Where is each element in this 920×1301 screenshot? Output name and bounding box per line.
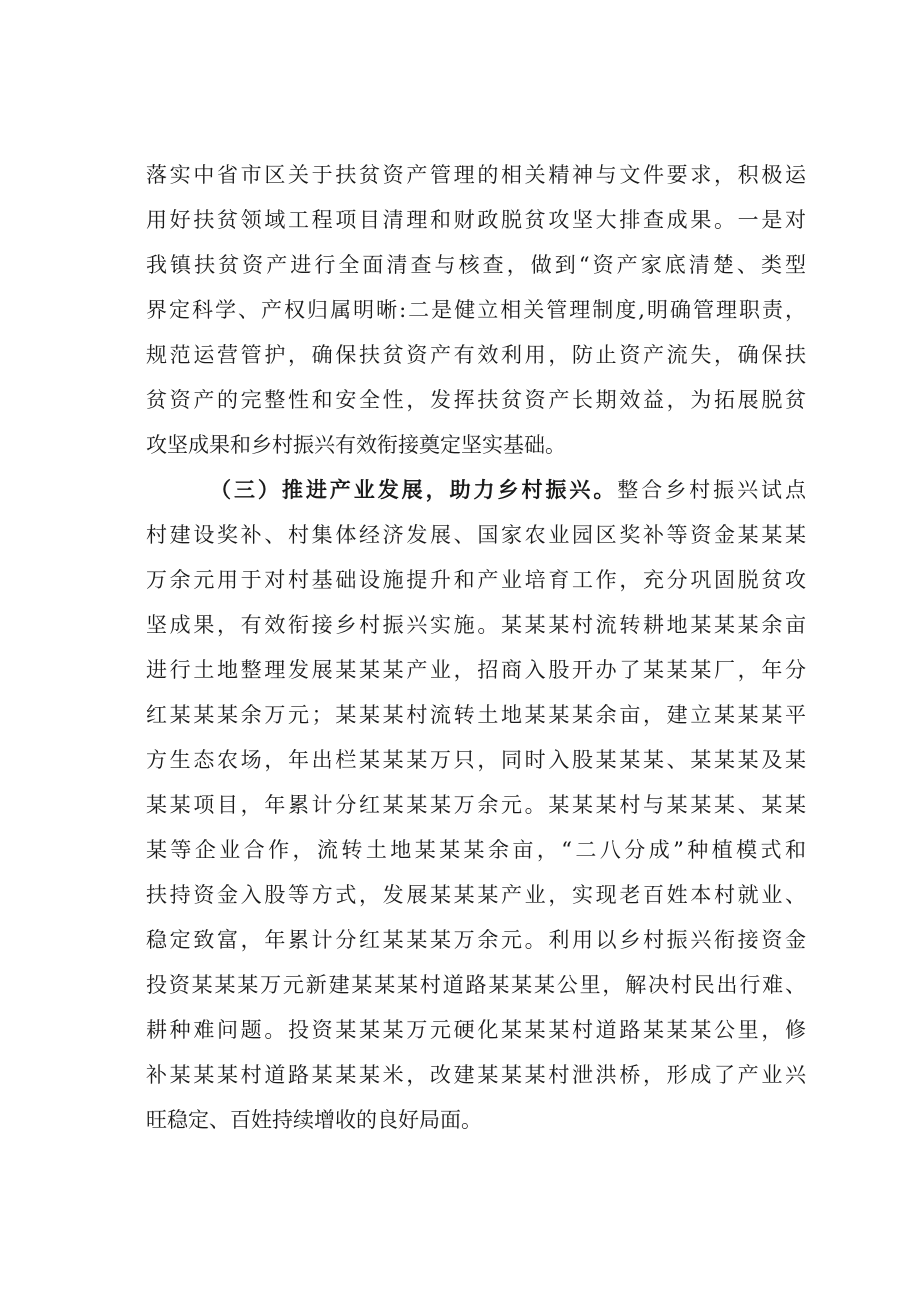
paragraph-line: 万余元用于对村基础设施提升和产业培育工作，充分巩固脱贫攻 (146, 568, 806, 592)
paragraph-line: 方生态农场，年出栏某某某万只，同时入股某某某、某某某及某 (146, 748, 806, 772)
paragraph-line: 投资某某某万元新建某某某村道路某某某公里，解决村民出行难、 (146, 973, 806, 997)
paragraph-line: 坚成果，有效衔接乡村振兴实施。某某某村流转耕地某某某余亩 (146, 613, 806, 637)
section-heading: （三）推进产业发展，助力乡村振兴。 (210, 477, 618, 502)
paragraph-line: 扶持资金入股等方式，发展某某某产业，实现老百姓本村就业、 (146, 883, 806, 907)
paragraph-first-line-text: 整合乡村振兴试点 (617, 478, 807, 502)
paragraph-line: 村建设奖补、村集体经济发展、国家农业园区奖补等资金某某某 (146, 523, 806, 547)
paragraph-line: 界定科学、产权归属明晰:二是健立相关管理制度,明确管理职责， (146, 298, 806, 322)
paragraph-line: 规范运营管护，确保扶贫资产有效利用，防止资产流失，确保扶 (146, 343, 806, 367)
paragraph-first-line (210, 470, 806, 510)
paragraph-line: 我镇扶贫资产进行全面清查与核查，做到“资产家底清楚、类型 (146, 253, 806, 277)
paragraph-line: 稳定致富，年累计分红某某某万余元。利用以乡村振兴衔接资金 (146, 928, 806, 952)
paragraph-line: 贫资产的完整性和安全性，发挥扶贫资产长期效益，为拓展脱贫 (146, 388, 806, 412)
paragraph-line: 进行土地整理发展某某某产业，招商入股开办了某某某厂，年分 (146, 658, 806, 682)
paragraph-line: 旺稳定、百姓持续增收的良好局面。 (146, 1108, 482, 1132)
paragraph-line: 某某项目，年累计分红某某某万余元。某某某村与某某某、某某 (146, 793, 806, 817)
paragraph-line: 耕种难问题。投资某某某万元硬化某某某村道路某某某公里，修 (146, 1018, 806, 1042)
paragraph-line: 攻坚成果和乡村振兴有效衔接奠定坚实基础。 (146, 433, 566, 457)
paragraph-line: 用好扶贫领域工程项目清理和财政脱贫攻坚大排查成果。一是对 (146, 208, 806, 232)
paragraph-line: 落实中省市区关于扶贫资产管理的相关精神与文件要求，积极运 (146, 163, 806, 187)
paragraph-line: 补某某某村道路某某某米，改建某某某村泄洪桥，形成了产业兴 (146, 1063, 806, 1087)
paragraph-line: 某等企业合作，流转土地某某某余亩，“二八分成”种植模式和 (146, 838, 806, 862)
paragraph-line: 红某某某余万元；某某某村流转土地某某某余亩，建立某某某平 (146, 703, 806, 727)
